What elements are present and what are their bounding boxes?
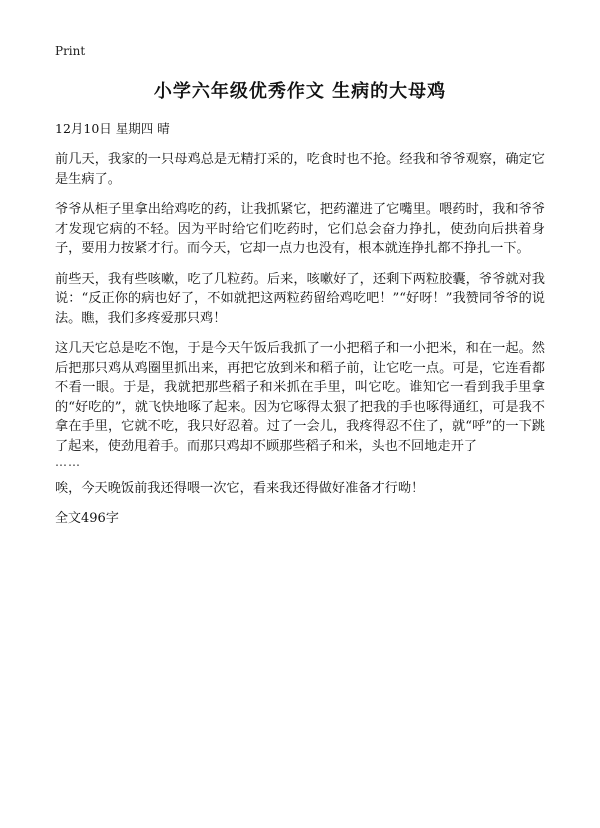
paragraph-5: 唉，今天晚饭前我还得喂一次它，看来我还得做好准备才行呦！ xyxy=(55,481,425,496)
article-body xyxy=(55,150,545,528)
paragraph-4-text: 这几天它总是吃不饱，于是今天午饭后我抓了一小把稻子和一小把米，和在一起。然后把那只鸡从鸡圈里抓出来，再把它放到米和稻子前，让它吃一点。可是，它连看都不看一眼。于是，我就把那些稻子和米抓在手里，叫它吃。谁知它一看到我手里拿的“好吃的”，就飞快地啄了起来。因为它啄得太狠了把我的手也啄得通红，可是我不拿在手里，它就不吃，我只好忍着。过了一会儿，我疼得忍不住了，就“呼”的一下跳了起来，使劲甩着手。而那只鸡却不顾那些稻子和米，头也不回地走开了 xyxy=(55,341,545,454)
page-title: 小学六年级优秀作文 生病的大母鸡 xyxy=(153,81,447,102)
paragraph-1: 前几天，我家的一只母鸡总是无精打采的，吃食时也不抢。经我和爷爷观察，确定它是生病了。 xyxy=(55,152,545,187)
print-link[interactable]: Print xyxy=(55,44,86,58)
paragraph-2: 爷爷从柜子里拿出给鸡吃的药，让我抓紧它，把药灌进了它嘴里。喂药时，我和爷爷才发现它病的不轻。因为平时给它们吃药时，它们总会奋力挣扎，使劲向后拱着身子，要用力按紧才行。而今天，它却一点力也没有，根本就连挣扎都不挣扎一下。 xyxy=(55,202,545,256)
date-weather-line: 12月10日 星期四 晴 xyxy=(55,121,170,136)
word-count: 全文496字 xyxy=(55,510,119,526)
paragraph-3: 前些天，我有些咳嗽，吃了几粒药。后来，咳嗽好了，还剩下两粒胶囊，爷爷就对我说：“反正你的病也好了，不如就把这两粒药留给鸡吃吧！”“好呀！”我赞同爷爷的说法。瞧，我们多疼爱那只鸡！ xyxy=(55,271,545,326)
ellipsis: …… xyxy=(55,455,81,469)
paragraph-4 xyxy=(55,339,545,468)
